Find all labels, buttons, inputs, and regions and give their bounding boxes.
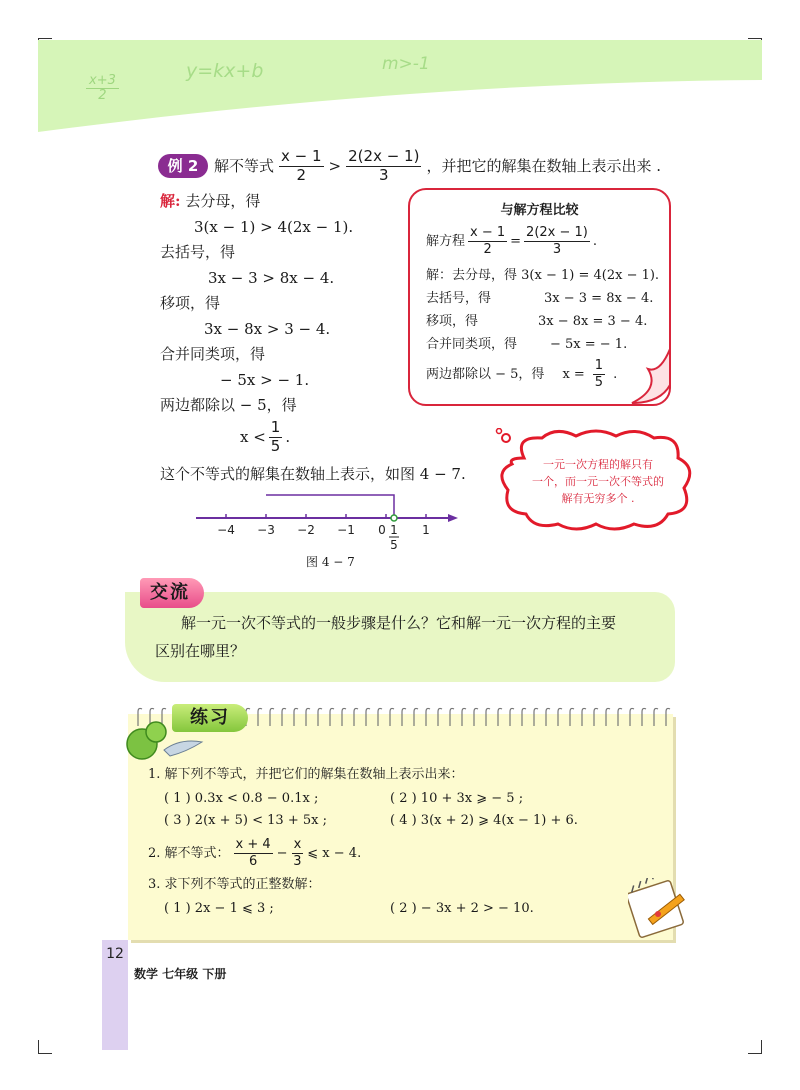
solution-equation: 3x − 3 > 8x − 4. xyxy=(208,269,335,287)
header-formula: m>-1 xyxy=(382,54,430,74)
crop-mark xyxy=(761,1040,762,1054)
solution-step: 移项，得 xyxy=(160,294,221,312)
spiral-loop xyxy=(498,708,502,726)
practice-item: ( 4 ) 3(x + 2) ⩾ 4(x − 1) + 6. xyxy=(390,813,578,828)
practice-item: ( 3 ) 2(x + 5) < 13 + 5x ; xyxy=(164,813,327,828)
prompt-text: 解不等式 xyxy=(214,156,275,175)
spiral-loop xyxy=(366,708,370,726)
gt-sign: > xyxy=(328,156,342,175)
number-line xyxy=(190,488,470,550)
spiral-loop xyxy=(570,708,574,726)
solution-equation: − 5x > − 1. xyxy=(220,371,310,389)
open-point xyxy=(391,515,397,521)
spiral-loop xyxy=(450,708,454,726)
spiral-loop xyxy=(258,708,262,726)
example-badge: 例 2 xyxy=(158,154,208,178)
spiral-loop xyxy=(666,708,670,726)
spiral-loop xyxy=(618,708,622,726)
point-label-numerator: 1 xyxy=(390,523,398,537)
fraction: $\frac{1}{5}$ xyxy=(594,357,604,390)
comparison-row: 两边都除以 − 5，得 x = $\frac{1}{5}$ . xyxy=(426,357,618,390)
spiral-loop xyxy=(510,708,514,726)
practice-item: ( 1 ) 2x − 1 ⩽ 3 ; xyxy=(164,901,274,916)
tick-label: −3 xyxy=(257,523,275,537)
solution-equation: 3(x − 1) > 4(2x − 1). xyxy=(194,218,354,236)
spiral-loop xyxy=(414,708,418,726)
comparison-row: 移项，得 xyxy=(426,314,479,329)
solution-equation: 3x − 8x > 3 − 4. xyxy=(204,320,331,338)
comparison-row-expr: 3x − 8x = 3 − 4. xyxy=(538,314,648,329)
practice-box xyxy=(128,714,673,940)
axis-arrow xyxy=(448,514,458,522)
practice-item: ( 2 ) − 3x + 2 > − 10. xyxy=(390,901,534,916)
comparison-row-expr: − 5x = − 1. xyxy=(550,337,628,352)
figure-caption: 图 4 − 7 xyxy=(306,555,355,569)
crop-mark xyxy=(38,1053,52,1054)
crop-mark xyxy=(748,1053,762,1054)
book-title: 数学 七年级 下册 xyxy=(134,967,227,981)
spiral-loop xyxy=(378,708,382,726)
spiral-loop xyxy=(546,708,550,726)
exchange-box xyxy=(125,592,675,682)
comparison-row-expr: 3x − 3 = 8x − 4. xyxy=(544,291,654,306)
practice-question: 3. 求下列不等式的正整数解： xyxy=(148,877,321,892)
tick-label: −2 xyxy=(297,523,315,537)
fraction: $\frac{2(2x - 1)}{3}$ xyxy=(526,224,588,257)
fraction: $\frac{x + 4}{6}$ xyxy=(235,836,271,869)
spiral-loop xyxy=(318,708,322,726)
spiral-loop xyxy=(630,708,634,726)
spiral-loop xyxy=(390,708,394,726)
exchange-question: 区别在哪里？ xyxy=(155,642,246,660)
spiral-loop xyxy=(486,708,490,726)
exchange-question: 解一元一次不等式的一般步骤是什么？它和解一元一次方程的主要 xyxy=(181,614,617,632)
fraction: $\frac{2(2x - 1)}{3}$ xyxy=(348,146,420,184)
spiral-loop xyxy=(438,708,442,726)
spiral-loop xyxy=(558,708,562,726)
practice-title: 练习 xyxy=(172,704,248,732)
spiral-loop xyxy=(270,708,274,726)
comparison-row: 解：去分母，得 3(x − 1) = 4(2x − 1). xyxy=(426,268,660,283)
example-prompt xyxy=(214,146,661,186)
practice-item: ( 1 ) 0.3x < 0.8 − 0.1x ; xyxy=(164,791,319,806)
cloud-text: 一元一次方程的解只有 一个，而一元一次不等式的 解有无穷多个 . xyxy=(532,458,664,505)
comparison-row: 去括号，得 xyxy=(426,291,492,306)
crop-mark xyxy=(38,1040,39,1054)
header-formula: x+3 2 xyxy=(86,74,119,104)
solution-range xyxy=(266,495,394,518)
tick-label: 1 xyxy=(422,523,430,537)
solution-step: 去括号，得 xyxy=(160,243,236,261)
spiral-loop xyxy=(354,708,358,726)
tick-label: −4 xyxy=(217,523,235,537)
spiral-loop xyxy=(522,708,526,726)
practice-item: ( 2 ) 10 + 3x ⩾ − 5 ; xyxy=(390,791,524,806)
fraction: $\frac{x - 1}{2}$ xyxy=(281,146,322,184)
spiral-loop xyxy=(330,708,334,726)
spiral-loop xyxy=(474,708,478,726)
notepad-pencil-icon xyxy=(628,878,694,940)
spiral-loop xyxy=(654,708,658,726)
solution-conclusion: 这个不等式的解集在数轴上表示，如图 4 − 7. xyxy=(160,465,466,483)
solution-step: 两边都除以 − 5，得 xyxy=(160,396,297,414)
spiral-loop xyxy=(462,708,466,726)
page-number: 12 xyxy=(106,946,124,962)
fraction: $\frac{x}{3}$ xyxy=(293,836,302,869)
prompt-text: ，并把它的解集在数轴上表示出来 . xyxy=(426,156,661,175)
spiral-loop xyxy=(582,708,586,726)
fraction: $\frac{x - 1}{2}$ xyxy=(470,224,506,257)
tick-label: 0 xyxy=(378,523,386,537)
comparison-title: 与解方程比较 xyxy=(500,203,579,218)
spiral-loop xyxy=(594,708,598,726)
spiral-loop xyxy=(606,708,610,726)
spiral-loop xyxy=(342,708,346,726)
solution-step: 解: 去分母，得 xyxy=(160,192,261,210)
spiral-loop xyxy=(402,708,406,726)
solution-equation: x < $\frac{1}{5}$ . xyxy=(240,417,291,455)
tick-label: −1 xyxy=(337,523,355,537)
practice-question: 1. 解下列不等式，并把它们的解集在数轴上表示出来： xyxy=(148,767,464,782)
gourd-icon xyxy=(120,720,208,768)
fraction: $\frac{1}{5}$ xyxy=(270,417,281,455)
comparison-row: 合并同类项，得 xyxy=(426,337,518,352)
header-formula: y=kx+b xyxy=(186,60,264,82)
page-curl-icon xyxy=(630,345,674,407)
spiral-loop xyxy=(534,708,538,726)
practice-question: 2. 解不等式： $\frac{x + 4}{6}$ − $\frac{x}{3}$ ⩽ x − 4. xyxy=(148,836,362,869)
point-label-denominator: 5 xyxy=(390,538,398,550)
spiral-loop xyxy=(294,708,298,726)
exchange-title: 交流 xyxy=(140,578,204,608)
spiral-loop xyxy=(642,708,646,726)
spiral-loop xyxy=(282,708,286,726)
solution-step: 合并同类项，得 xyxy=(160,345,266,363)
spiral-loop xyxy=(306,708,310,726)
solution-label: 解: xyxy=(160,192,181,210)
comparison-equation: 解方程 $\frac{x - 1}{2}$ = $\frac{2(2x - 1)}{3}$ . xyxy=(426,224,597,257)
spiral-loop xyxy=(426,708,430,726)
